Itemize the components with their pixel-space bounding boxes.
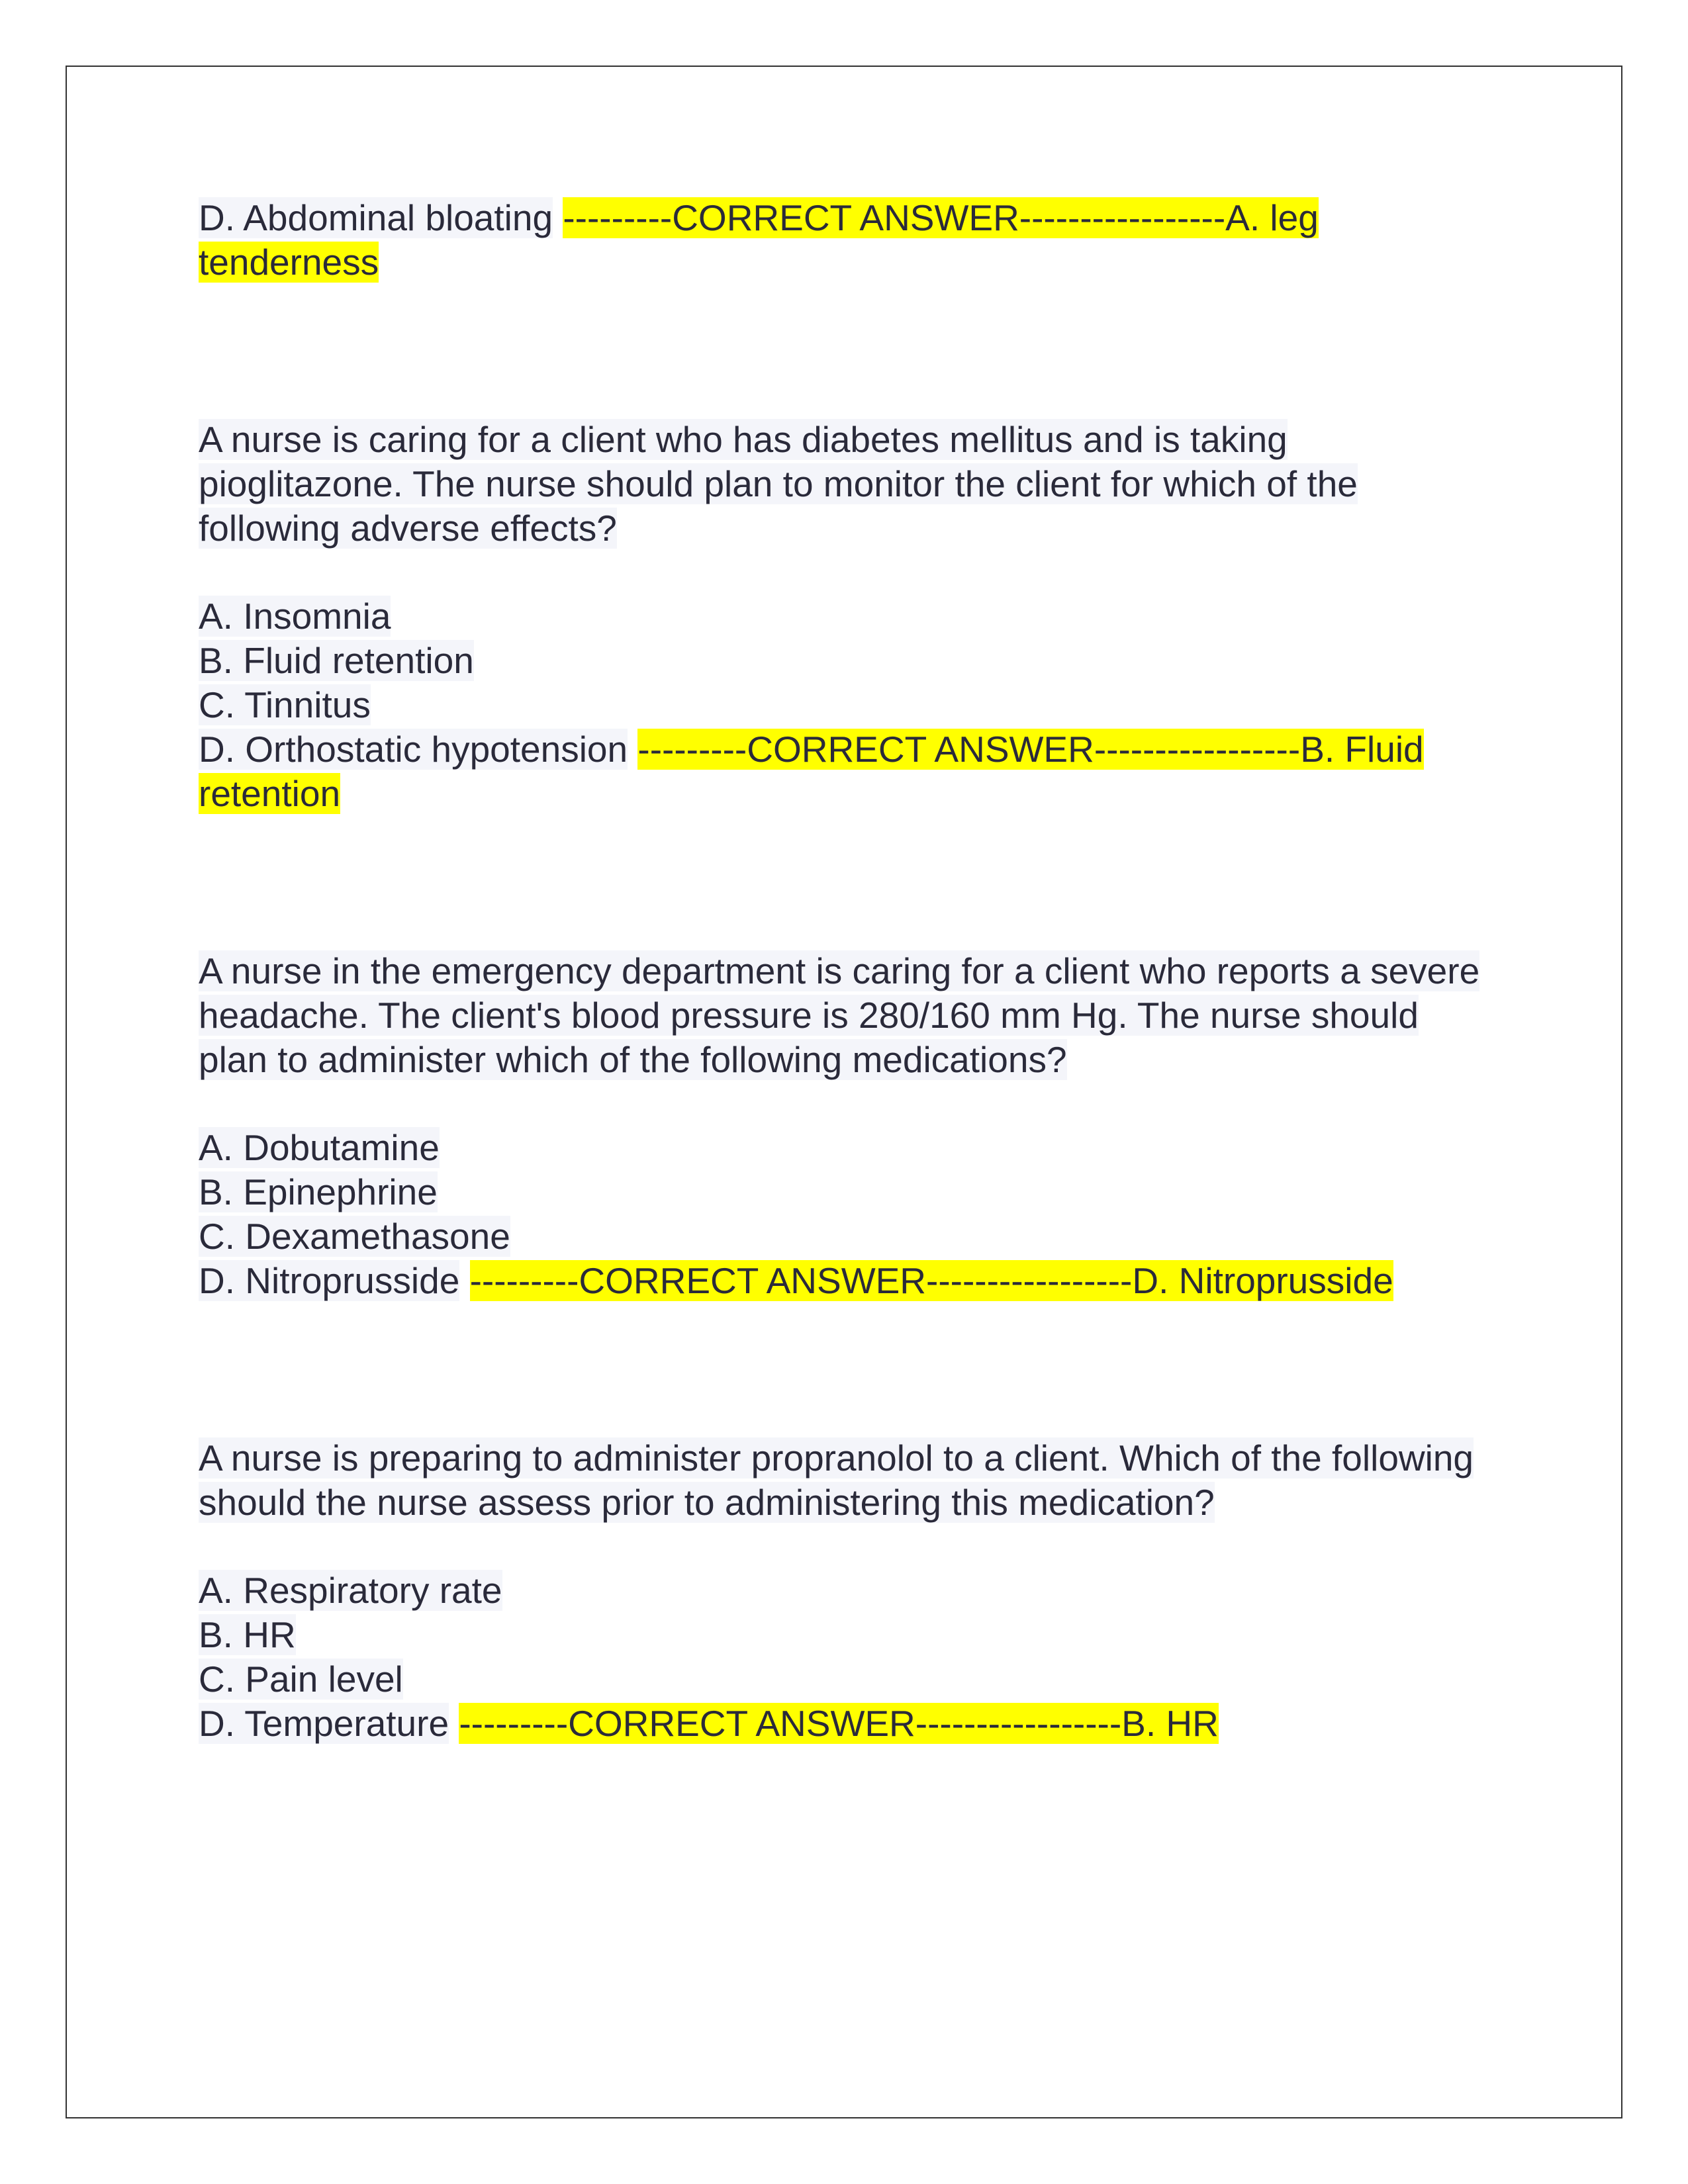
option-a — [199, 1126, 1496, 1170]
question-text — [199, 418, 1496, 551]
question-block — [199, 1436, 1496, 1746]
option-text: Abdominal bloating — [243, 197, 553, 238]
answer-text: A. leg tenderness — [199, 197, 1319, 283]
option-prefix: D. — [199, 729, 246, 770]
option-text: A. Insomnia — [199, 596, 391, 637]
option-text: B. Epinephrine — [199, 1171, 438, 1212]
option-a — [199, 594, 1496, 639]
option-text: C. Tinnitus — [199, 684, 371, 725]
answer-line — [199, 1702, 1496, 1746]
option-b — [199, 1613, 1496, 1657]
option-text: Orthostatic hypotension — [245, 729, 628, 770]
question-text-span: A nurse in the emergency department is caring for a client who reports a severe headache. The client's blood pressure is 280/160 mm Hg. The nurse should plan to administer which of the following medications? — [199, 950, 1480, 1080]
option-text: Nitroprusside — [245, 1260, 460, 1301]
option-text: Temperature — [244, 1703, 449, 1744]
option-prefix: D. — [199, 1703, 245, 1744]
option-prefix: D. — [199, 197, 244, 238]
answer-line — [199, 196, 1496, 285]
option-text: C. Dexamethasone — [199, 1216, 510, 1257]
option-c — [199, 1214, 1496, 1259]
answer-line — [199, 1259, 1496, 1303]
question-block — [199, 949, 1496, 1303]
option-text: A. Respiratory rate — [199, 1570, 502, 1611]
answer-separator: ---------CORRECT ANSWER----------------- — [637, 729, 1301, 770]
option-b — [199, 1170, 1496, 1214]
option-text: B. Fluid retention — [199, 640, 474, 681]
question-block — [199, 418, 1496, 816]
document-body — [199, 196, 1496, 1746]
answer-text: B. HR — [1121, 1703, 1219, 1744]
option-c — [199, 683, 1496, 727]
answer-text: B. Fluid retention — [199, 729, 1424, 814]
question-text-span: A nurse is preparing to administer propranolol to a client. Which of the following should the nurse assess prior to administering this medication? — [199, 1437, 1474, 1523]
option-text: A. Dobutamine — [199, 1127, 440, 1168]
option-c — [199, 1657, 1496, 1702]
answer-separator: ---------CORRECT ANSWER----------------- — [469, 1260, 1133, 1301]
answer-separator: ---------CORRECT ANSWER----------------- — [459, 1703, 1122, 1744]
question-text — [199, 949, 1496, 1082]
answer-text: D. Nitroprusside — [1132, 1260, 1393, 1301]
option-text: C. Pain level — [199, 1659, 403, 1700]
option-a — [199, 1569, 1496, 1613]
option-prefix: D. — [199, 1260, 246, 1301]
correct-answer-highlight — [470, 1260, 1393, 1301]
correct-answer-highlight — [459, 1703, 1218, 1744]
question-text — [199, 1436, 1496, 1525]
answer-line — [199, 727, 1496, 816]
question-text-span: A nurse is caring for a client who has diabetes mellitus and is taking pioglitazone. The nurse should plan to monitor the client for which of the following adverse effects? — [199, 419, 1358, 549]
question-block — [199, 196, 1496, 285]
option-text: B. HR — [199, 1614, 296, 1655]
option-b — [199, 639, 1496, 683]
answer-separator: ---------CORRECT ANSWER----------------- — [563, 197, 1226, 238]
